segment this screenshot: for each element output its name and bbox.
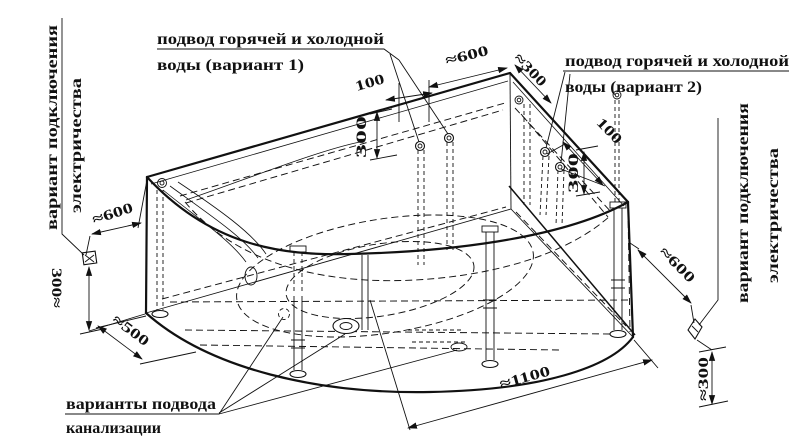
leg-back-left	[152, 179, 168, 318]
dim-right-300-height: ≈300	[696, 371, 712, 401]
label-electrical-left-line2: электричества	[68, 110, 85, 213]
electrical-outlet-right-icon	[688, 319, 702, 339]
label-drainage-line1: варианты подвода	[66, 396, 217, 413]
label-water-variant1-line2: воды (вариант 1)	[157, 57, 304, 74]
dim-top-600: ≈600	[443, 46, 477, 70]
dim-right-100: 100	[592, 114, 620, 142]
dim-right-300-depth: 300	[566, 171, 582, 193]
label-water-variant2-line1: подвод горячей и холодной	[565, 53, 790, 70]
dim-left-300: 300≈	[48, 268, 64, 298]
dim-right-wall-300: ≈300	[510, 50, 543, 83]
leader-lines	[62, 18, 789, 414]
dim-top-100: 100	[353, 73, 379, 95]
dim-front-500: ≈500	[108, 311, 143, 343]
label-electrical-right-line2: электричества	[765, 180, 782, 283]
electrical-outlet-left-icon	[82, 251, 97, 265]
label-electrical-left-line1: вариант подключения	[44, 73, 61, 230]
label-water-variant1-line1: подвод горячей и холодной	[157, 31, 385, 48]
dim-right-600: ≈600	[655, 243, 688, 277]
drain-standpipe	[362, 255, 368, 330]
dimension-lines	[80, 65, 728, 430]
tub-legs	[152, 91, 626, 378]
tub-enclosure-outline	[146, 73, 635, 392]
dim-left-600: ≈600	[90, 203, 124, 229]
dim-top-300: 300	[354, 136, 370, 158]
water-connection-variant1	[416, 134, 454, 151]
dim-bottom-1100: ≈1100	[497, 367, 537, 393]
label-water-variant2-line2: воды (вариант 2)	[565, 79, 702, 96]
label-drainage-line2: канализации	[66, 420, 162, 437]
label-electrical-right-line1: вариант подключения	[735, 146, 752, 303]
tub-detail-curves	[163, 142, 360, 262]
